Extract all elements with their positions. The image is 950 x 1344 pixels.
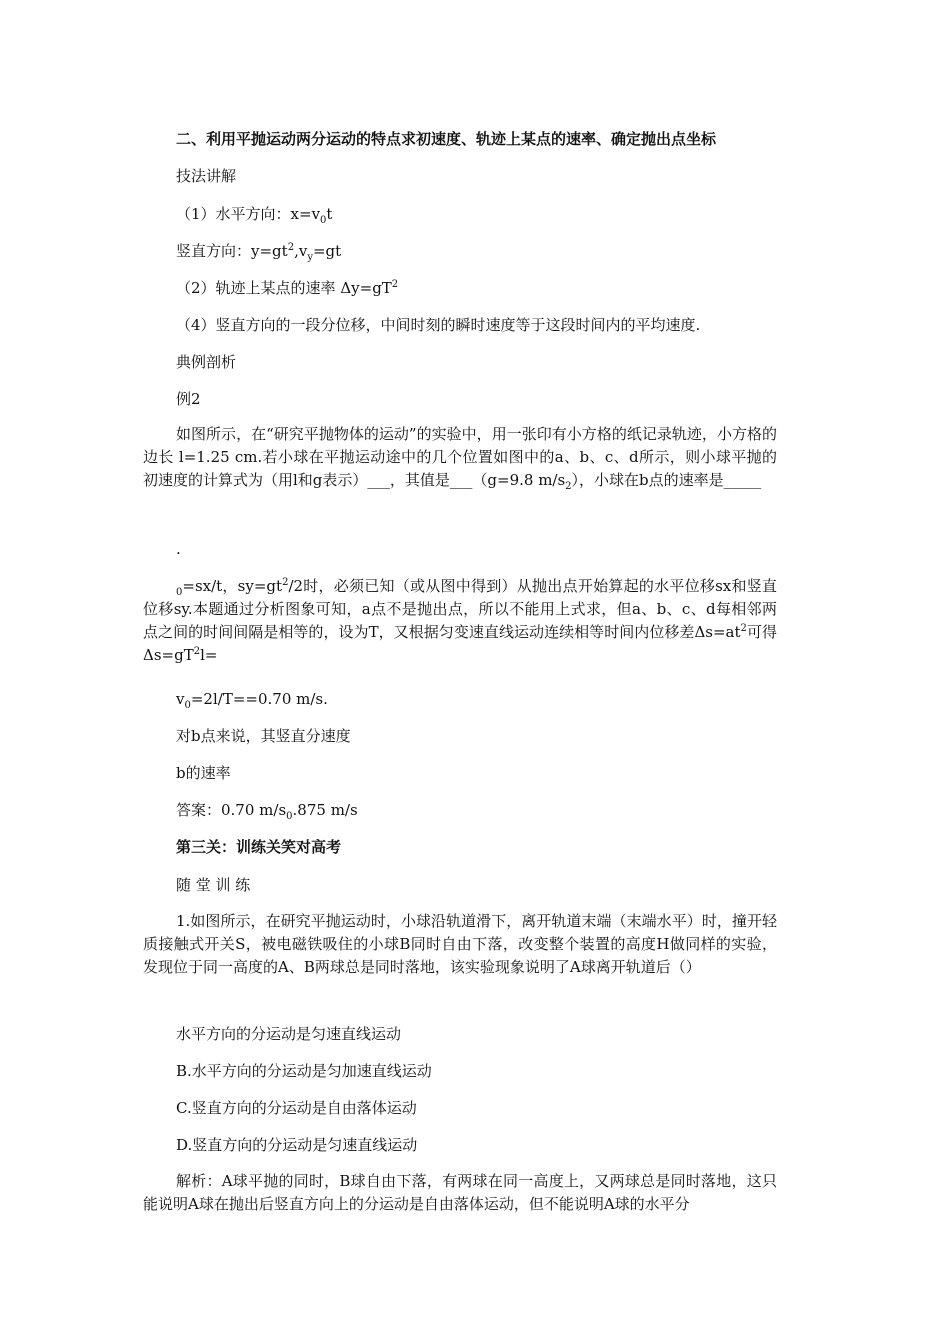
option-c: C.竖直方向的分运动是自由落体运动 xyxy=(176,1099,417,1117)
analysis-paragraph: $_0$=sx/t，$sy=gt^2/2$时，必须已知（或从图中得到）从抛出点开始算起的水平位移sx和竖直位移sy.本题通过分析图象可知，a点不是抛出点，所以不能用上式求，但a、b、c、d每相邻两点之间的时间间隔是相等的，设为T，又根据匀变速直线运动连续相等时间内位移差$\Delta s=at^2$可得$\Delta s=gT^2l=$ xyxy=(143,577,777,664)
dot-line: . xyxy=(176,540,181,558)
formula-vertical: 竖直方向：$y=gt^2,v_y=gt$ xyxy=(176,242,342,263)
option-d: D.竖直方向的分运动是匀速直线运动 xyxy=(176,1136,418,1154)
formula-average-velocity: （4）竖直方向的一段分位移，中间时刻的瞬时速度等于这段时间内的平均速度. xyxy=(176,316,701,334)
practice-heading: 随 堂 训 练 xyxy=(176,876,251,894)
formula-speed: （2）轨迹上某点的速率 $\Delta y=gT^2$ xyxy=(176,279,399,297)
option-b: B.水平方向的分运动是匀加速直线运动 xyxy=(176,1062,432,1080)
example-number: 例2 xyxy=(176,390,201,408)
solution-text: 解析：A球平抛的同时，B球自由下落，有两球在同一高度上，又两球总是同时落地，这只能说明A球在抛出后竖直方向上的分运动是自由落体运动，但不能说明A球的水平分 xyxy=(143,1172,777,1213)
technique-label: 技法讲解 xyxy=(176,167,237,185)
initial-velocity-result: $v_0=2l/T==0.70$ m/s. xyxy=(176,690,328,711)
example-problem-text: 如图所示，在“研究平抛物体的运动”的实验中，用一张印有小方格的纸记录轨迹，小方格的边长 l=1.25 cm.若小球在平抛运动途中的几个位置如图中的a、b、c、d所示，则小球平抛的初速度的计算式为（用l和g表示）___，其值是___（g=9.8 $m/s_2$），小球在b点的速率是_____ xyxy=(143,425,777,492)
question-1-text: 1.如图所示，在研究平抛运动时，小球沿轨道滑下，离开轨道末端（末端水平）时，撞开轻质接触式开关S，被电磁铁吸住的小球B同时自由下落，改变整个装置的高度H做同样的实验，发现位于同一高度的A、B两球总是同时落地，该实验现象说明了A球离开轨道后（） xyxy=(143,912,777,976)
section-heading: 二、利用平抛运动两分运动的特点求初速度、轨迹上某点的速率、确定抛出点坐标 xyxy=(176,130,717,148)
b-point-speed: b的速率 xyxy=(176,764,231,782)
answer-line: 答案：0.70 $m/s_0.875$ m/s xyxy=(176,801,358,822)
option-a: 水平方向的分运动是匀速直线运动 xyxy=(176,1025,402,1043)
level-three-heading: 第三关：训练关笑对高考 xyxy=(176,838,342,856)
formula-horizontal: （1）水平方向：$x=v_0t$ xyxy=(176,205,333,226)
example-analysis-label: 典例剖析 xyxy=(176,353,237,371)
b-point-vertical-velocity: 对b点来说，其竖直分速度 xyxy=(176,727,351,745)
